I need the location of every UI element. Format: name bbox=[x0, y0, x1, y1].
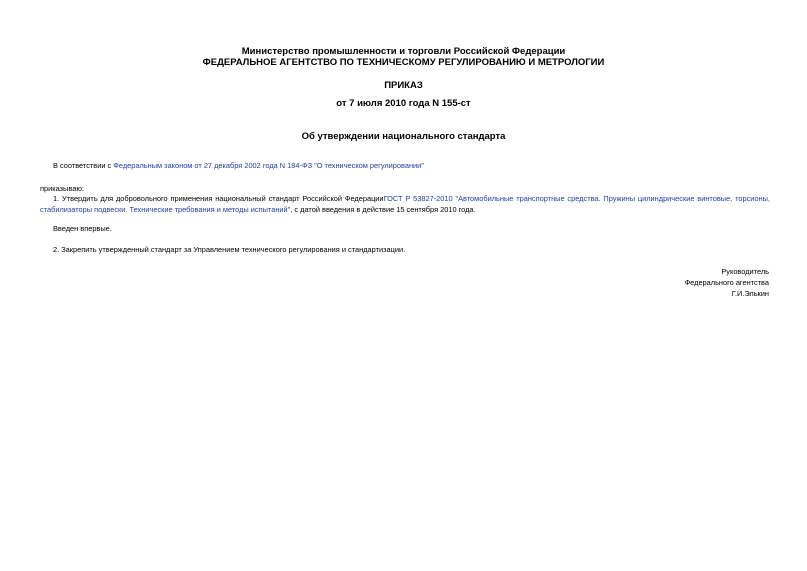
item-1-line-1 bbox=[40, 193, 770, 204]
gost-link-part-2[interactable]: стабилизаторы подвески. Технические требования и методы испытаний" bbox=[40, 205, 291, 214]
order-word: приказываю: bbox=[40, 184, 84, 193]
item-1-prefix: 1. Утвердить для добровольного применения национальный стандарт Российской Федерации bbox=[53, 194, 384, 203]
ministry-heading: Министерство промышленности и торговли Российской Федерации bbox=[241, 46, 566, 57]
item-2-paragraph: 2. Закрепить утвержденный стандарт за Управлением технического регулирования и стандартизации. bbox=[53, 245, 406, 254]
signature-title-1: Руководитель bbox=[721, 267, 769, 276]
preamble bbox=[53, 160, 424, 171]
document-type: ПРИКАЗ bbox=[384, 80, 423, 91]
document-date-number: от 7 июля 2010 года N 155-ст bbox=[336, 98, 471, 109]
document-subject: Об утверждении национального стандарта bbox=[301, 131, 506, 142]
signature-title-2: Федерального агентства bbox=[684, 278, 769, 287]
signature-name: Г.И.Элькин bbox=[731, 289, 769, 298]
gost-link-part-1[interactable]: ГОСТ Р 53827-2010 "Автомобильные транспортные средства. Пружины цилиндрические винтовые, торсионы, bbox=[383, 194, 770, 203]
preamble-prefix: В соответствии с bbox=[53, 161, 114, 170]
item-1-suffix: , с датой введения в действие 15 сентября 2010 года. bbox=[290, 205, 476, 214]
federal-law-link[interactable]: Федеральным законом от 27 декабря 2002 года N 184-ФЗ "О техническом регулировании" bbox=[113, 161, 424, 170]
item-1-paragraph bbox=[40, 193, 770, 215]
introduced-note: Введен впервые. bbox=[53, 224, 112, 233]
agency-heading: ФЕДЕРАЛЬНОЕ АГЕНТСТВО ПО ТЕХНИЧЕСКОМУ РЕГУЛИРОВАНИЮ И МЕТРОЛОГИИ bbox=[202, 57, 605, 68]
item-1-line-2 bbox=[40, 204, 770, 215]
